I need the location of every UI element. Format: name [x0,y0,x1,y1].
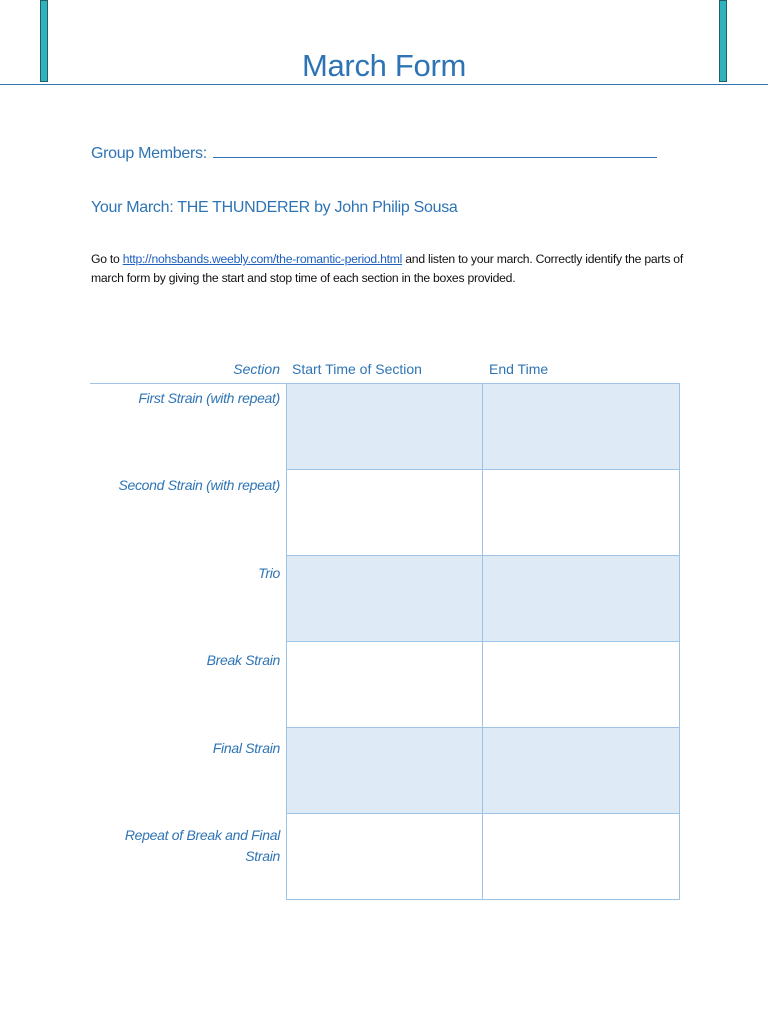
row-label-first-strain: First Strain (with repeat) [138,390,280,406]
instructions-paragraph [91,250,691,288]
table-row [287,470,680,556]
page-title: March Form [301,48,467,83]
row-label-second-strain: Second Strain (with repeat) [118,477,280,493]
row-label-repeat-break-final: Repeat of Break and Final Strain [124,827,280,864]
table-row [287,814,680,900]
end-time-cell[interactable] [483,470,680,556]
table-row [287,384,680,470]
group-members-label: Group Members: [91,145,207,162]
table-row [287,642,680,728]
table-row [287,556,680,642]
group-members-line [91,142,657,163]
group-members-blank[interactable] [213,142,657,158]
start-time-cell[interactable] [287,728,483,814]
your-march-line: Your March: THE THUNDERER by John Philip Sousa [91,199,458,216]
title-divider [0,84,768,85]
start-time-cell[interactable] [287,470,483,556]
romantic-period-link[interactable]: http://nohsbands.weebly.com/the-romantic-period.html [122,252,403,266]
table-row [287,728,680,814]
end-time-cell[interactable] [483,556,680,642]
march-form-table [286,383,680,900]
start-time-cell[interactable] [287,642,483,728]
row-label-final-strain: Final Strain [212,740,280,756]
start-time-cell[interactable] [287,556,483,642]
end-time-cell[interactable] [483,642,680,728]
start-time-cell[interactable] [287,384,483,470]
header-end-time: End Time [489,361,549,377]
instructions-prefix: Go to [91,252,123,266]
instructions-suffix: and listen to your march. Correctly identify the parts of march form by giving the start and stop time of each section in the boxes provided. [91,252,683,285]
row-label-break-strain: Break Strain [206,652,280,668]
row-label-trio: Trio [258,565,280,581]
header-start-time: Start Time of Section [292,361,422,377]
end-time-cell[interactable] [483,814,680,900]
header-divider [90,383,286,384]
start-time-cell[interactable] [287,814,483,900]
header-section: Section [233,361,280,377]
end-time-cell[interactable] [483,728,680,814]
end-time-cell[interactable] [483,384,680,470]
